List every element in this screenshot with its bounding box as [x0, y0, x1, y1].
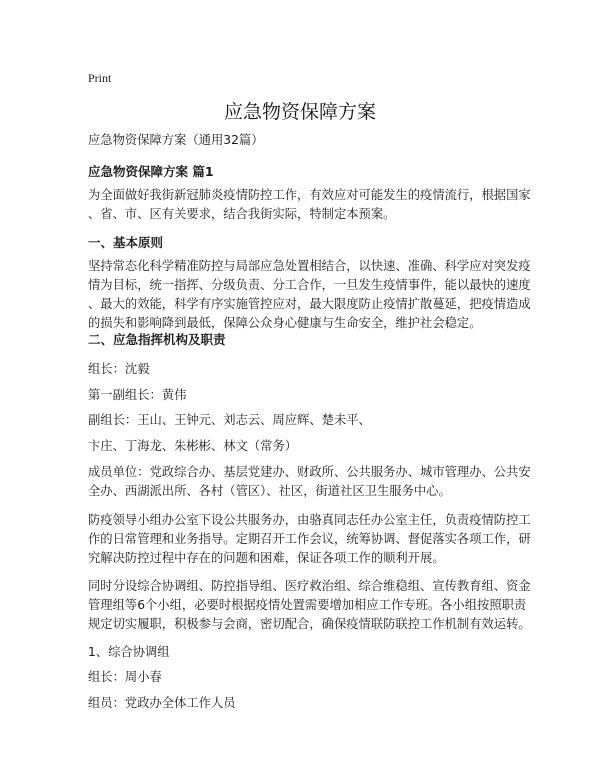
heading-basic-principles: 一、基本原则: [88, 235, 164, 250]
group1-members: 组员：党政办全体工作人员: [88, 696, 236, 710]
document-subtitle: 应急物资保障方案（通用32篇）: [88, 133, 264, 147]
deputies-line: 卞庄、丁海龙、朱彬彬、林文（常务）: [88, 439, 298, 453]
principles-line: 坚持常态化科学精准防控与局部应急处置相结合，以快速、准确、科学应对突发疫: [88, 259, 531, 273]
intro-line: 为全面做好我街新冠肺炎疫情防控工作，有效应对可能发生的疫情流行，根据国家: [88, 188, 531, 202]
office-line: 究解决防控过程中存在的问题和困难，保证各项工作的顺利开展。: [88, 551, 445, 565]
office-line: 作的日常管理和业务指导。定期召开工作会议，统筹协调、督促落实各项工作，研: [88, 532, 531, 546]
print-link[interactable]: Print: [88, 71, 112, 85]
intro-line: 、省、市、区有关要求，结合我街实际，特制定本预案。: [88, 207, 396, 221]
groups-line: 规定切实履职，积极参与会商，密切配合，确保疫情联防联控工作机制有效运转。: [88, 617, 531, 631]
principles-line: 、最大的效能，科学有序实施管控应对，最大限度防止疫情扩散蔓延，把疫情造成: [88, 297, 531, 311]
deputies-line: 副组长：王山、王钟元、刘志云、周应辉、楚未平、: [88, 413, 371, 427]
office-line: 防疫领导小组办公室下设公共服务办，由骆真同志任办公室主任，负责疫情防控工: [88, 513, 531, 527]
groups-line: 管理组等6个小组，必要时根据疫情处置需要增加相应工作专班。各小组按照职责: [88, 598, 527, 612]
group1-title: 1、综合协调组: [88, 645, 170, 659]
members-line: 成员单位：党政综合办、基层党建办、财政所、公共服务办、城市管理办、公共安: [88, 465, 531, 479]
group1-leader: 组长：周小春: [88, 670, 162, 684]
heading-command-structure: 二、应急指挥机构及职责: [88, 332, 226, 347]
principles-line: 的损失和影响降到最低，保障公众身心健康与生命安全，维护社会稳定。: [88, 316, 482, 330]
first-deputy-line: 第一副组长：黄伟: [88, 388, 187, 402]
principles-line: 情为目标，统一指挥、分级负责、分工合作，一旦发生疫情事件，能以最快的速度: [88, 278, 531, 292]
page-title: 应急物资保障方案: [223, 101, 376, 123]
members-line: 全办、西湖派出所、各村（管区）、社区，街道社区卫生服务中心。: [88, 484, 451, 498]
groups-line: 同时分设综合协调组、防控指导组、医疗救治组、综合维稳组、宣传教育组、资金: [88, 579, 531, 593]
leader-line: 组长：沈毅: [88, 362, 150, 376]
section-heading: 应急物资保障方案 篇1: [88, 164, 214, 179]
